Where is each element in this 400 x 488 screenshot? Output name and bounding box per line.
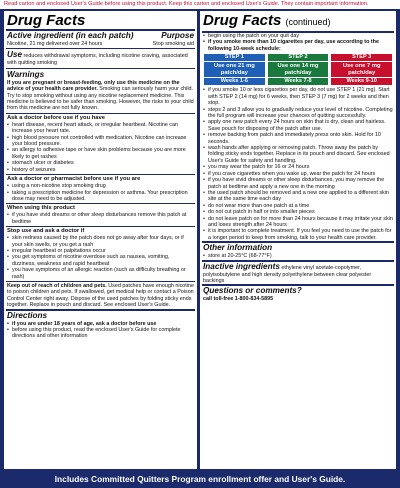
other-information-section xyxy=(200,243,396,259)
keep-out-of-reach-section xyxy=(4,283,197,309)
list-item: • using a non-nicotine stop smoking drug xyxy=(7,183,194,189)
divider xyxy=(6,113,195,114)
list-item: • do not leave patch on for more than 24 hours because it may irritate your skin and loses strength after 24 hours xyxy=(203,216,393,229)
schedule-step-2 xyxy=(268,54,329,85)
list-item: • if you are under 18 years of age, ask a doctor before use xyxy=(7,321,194,327)
directions-section xyxy=(4,311,197,340)
list-item: • apply one new patch every 24 hours on skin that is dry, clean and hairless. Save pouch for disposing of the patch after use. xyxy=(203,119,393,132)
inactive-ingredients-heading: Inactive ingredients xyxy=(203,261,280,271)
list-item: • before using this product, read the enclosed User's Guide for complete directions and other information xyxy=(7,327,194,340)
schedule-step-3 xyxy=(331,54,392,85)
list-item: • heart disease, recent heart attack, or irregular heartbeat. Nicotine can increase your heart rate. xyxy=(7,122,194,135)
keep-out-bold: Keep out of reach of children and pets. xyxy=(7,282,107,289)
usage-instructions-section xyxy=(200,87,396,241)
list-item: • do not wear more than one patch at a time xyxy=(203,203,393,209)
divider xyxy=(6,174,195,175)
list-item: • skin redness caused by the patch does not go away after four days, or if your skin swells, or you get a rash xyxy=(7,235,194,248)
use-text: reduces withdrawal symptoms, including nicotine craving, associated with quitting smoking xyxy=(7,53,188,67)
list-item: • begin using the patch on your quit day xyxy=(203,33,393,39)
step-label: STEP 2 xyxy=(288,54,308,61)
schedule-step-1 xyxy=(204,54,265,85)
list-item: • if you have vivid dreams or other sleep disturbances, you may remove the patch at bedtime and apply a new one in the morning xyxy=(203,177,393,190)
program-banner: Includes Committed Quitters Program enrollment offer and User's Guide. xyxy=(0,470,400,488)
step-weeks: Weeks 1-6 xyxy=(220,78,248,85)
list-item: • high blood pressure not controlled with medication. Nicotine can increase your blood pressure. xyxy=(7,135,194,148)
ask-pharmacist-heading: Ask a doctor or pharmacist before use if you are xyxy=(7,176,141,183)
list-item: • if you smoke 10 or less cigarettes per day, do not use STEP 1 (21 mg). Start with STEP 2 (14 mg) for 6 weeks, then STEP 3 (7 mg) for 2 weeks and then stop. xyxy=(203,87,393,106)
step-dose: Use one 14 mg patch/day xyxy=(268,61,329,78)
top-notice: Read carton and enclosed User's Guide before using this product. Keep this carton and enclosed User's Guide. They contain important information. xyxy=(0,0,400,9)
pregnancy-warning-text: Smoking can seriously harm your child. Try to stop smoking without using any nicotine replacement medicine. This medicine is believed to be safer than smoking. However, the risks to your child from this medicine are not fully known. xyxy=(7,86,194,112)
stop-use-heading: Stop use and ask a doctor if xyxy=(7,228,85,235)
use-section xyxy=(4,50,197,66)
list-item: • store at 20-25°C (68-77°F) xyxy=(203,253,393,259)
ask-doctor-list xyxy=(7,122,194,173)
list-item: • an allergy to adhesive tape or have skin problems because you are more likely to get rashes xyxy=(7,147,194,160)
list-item: • you may wear the patch for 16 or 24 hours xyxy=(203,164,393,170)
ten-week-schedule xyxy=(200,52,396,87)
list-item: • history of seizures xyxy=(7,167,194,173)
list-item: • it is important to complete treatment. If you feel you need to use the patch for a longer period to keep from smoking, talk to your health care provider. xyxy=(203,228,393,241)
active-ingredient-heading: Active ingredient (in each patch) xyxy=(7,31,134,40)
step-weeks: Weeks 9-10 xyxy=(346,78,377,85)
divider xyxy=(6,48,195,49)
divider xyxy=(6,281,195,282)
when-using-heading: When using this product xyxy=(7,205,75,212)
purpose-value: Stop smoking aid xyxy=(152,41,194,47)
ask-doctor-section xyxy=(4,115,197,173)
list-item: • wash hands after applying or removing patch. Throw away the patch by folding sticky ends together. Replace in its pouch and discard. See enclosed User's Guide for safety and handling. xyxy=(203,145,393,164)
active-ingredient-section xyxy=(4,31,197,47)
step-label: STEP 1 xyxy=(224,54,244,61)
drug-facts-title-continued xyxy=(200,11,396,31)
ask-pharmacist-section xyxy=(4,176,197,202)
step-label: STEP 3 xyxy=(352,54,372,61)
list-item: • stomach ulcer or diabetes xyxy=(7,160,194,166)
step-dose: Use one 21 mg patch/day xyxy=(204,61,265,78)
warnings-section xyxy=(4,70,197,112)
purpose-heading: Purpose xyxy=(161,31,194,40)
keep-out-text: Used patches have enough nicotine to poison children and pets. If swallowed, get medical help or contact a Poison Control Center right away. Dispose of the used patches by folding sticky ends together. Replace in pouch and discard. See enclosed User's Guide. xyxy=(7,282,194,309)
list-item: • if you smoke more than 10 cigarettes per day, use according to the following 10-week schedule: xyxy=(203,39,393,52)
list-item: • irregular heartbeat or palpitations occur xyxy=(7,248,194,254)
toll-free-phone: call toll-free 1-800-834-5895 xyxy=(203,296,274,303)
list-item: • you have symptoms of an allergic reaction (such as difficulty breathing or rash) xyxy=(7,267,194,280)
list-item: • if you crave cigarettes when you wake up, wear the patch for 24 hours xyxy=(203,171,393,177)
questions-heading: Questions or comments? xyxy=(203,286,302,296)
continued-label: (continued) xyxy=(285,17,331,27)
step-dose: Use one 7 mg patch/day xyxy=(331,61,392,78)
inactive-ingredients-text: ethylene vinyl acetate-copolymer, polyisobutylene and high density polyethylene between clear polyester backings xyxy=(203,264,372,284)
list-item: • the used patch should be removed and a new one applied to a different skin site at the same time each day xyxy=(203,190,393,203)
list-item: • steps 2 and 3 allow you to gradually reduce your level of nicotine. Completing the full program will increase your chances of quitting successfully. xyxy=(203,107,393,120)
when-using-section xyxy=(4,205,197,225)
list-item: • if you have vivid dreams or other sleep disturbances remove this patch at bedtime xyxy=(7,212,194,225)
list-item: • taking a prescription medicine for depression or asthma. Your prescription dose may need to be adjusted. xyxy=(7,190,194,203)
list-item: • do not cut patch in half or into smaller pieces xyxy=(203,209,393,215)
questions-section xyxy=(200,286,396,302)
pregnancy-warning-bold: If you are pregnant or breast-feeding, only use this medicine on the advice of your health care provider. xyxy=(7,79,180,93)
stop-use-section xyxy=(4,228,197,280)
divider xyxy=(6,226,195,227)
step-weeks: Weeks 7-8 xyxy=(284,78,312,85)
drug-facts-left-panel xyxy=(4,11,197,469)
drug-facts-title: Drug Facts xyxy=(7,12,86,29)
divider xyxy=(6,68,195,69)
active-ingredient-value: Nicotine, 21 mg delivered over 24 hours xyxy=(7,41,103,47)
use-heading: Use xyxy=(7,50,23,60)
directions-heading: Directions xyxy=(7,310,48,320)
divider xyxy=(6,203,195,204)
other-information-heading: Other information xyxy=(203,243,273,253)
list-item: • remove backing from patch and immediately press onto skin. Hold for 10 seconds. xyxy=(203,132,393,145)
inactive-ingredients-section xyxy=(200,262,396,285)
drug-facts-title-text: Drug Facts xyxy=(203,12,282,29)
drug-facts-right-panel xyxy=(200,11,396,469)
directions-continued-section xyxy=(200,33,396,52)
ask-doctor-heading: Ask a doctor before use if you have xyxy=(7,114,105,121)
warnings-heading: Warnings xyxy=(7,69,45,79)
list-item: • you get symptoms of nicotine overdose such as nausea, vomiting, dizziness, weakness and rapid heartbeat xyxy=(7,254,194,267)
